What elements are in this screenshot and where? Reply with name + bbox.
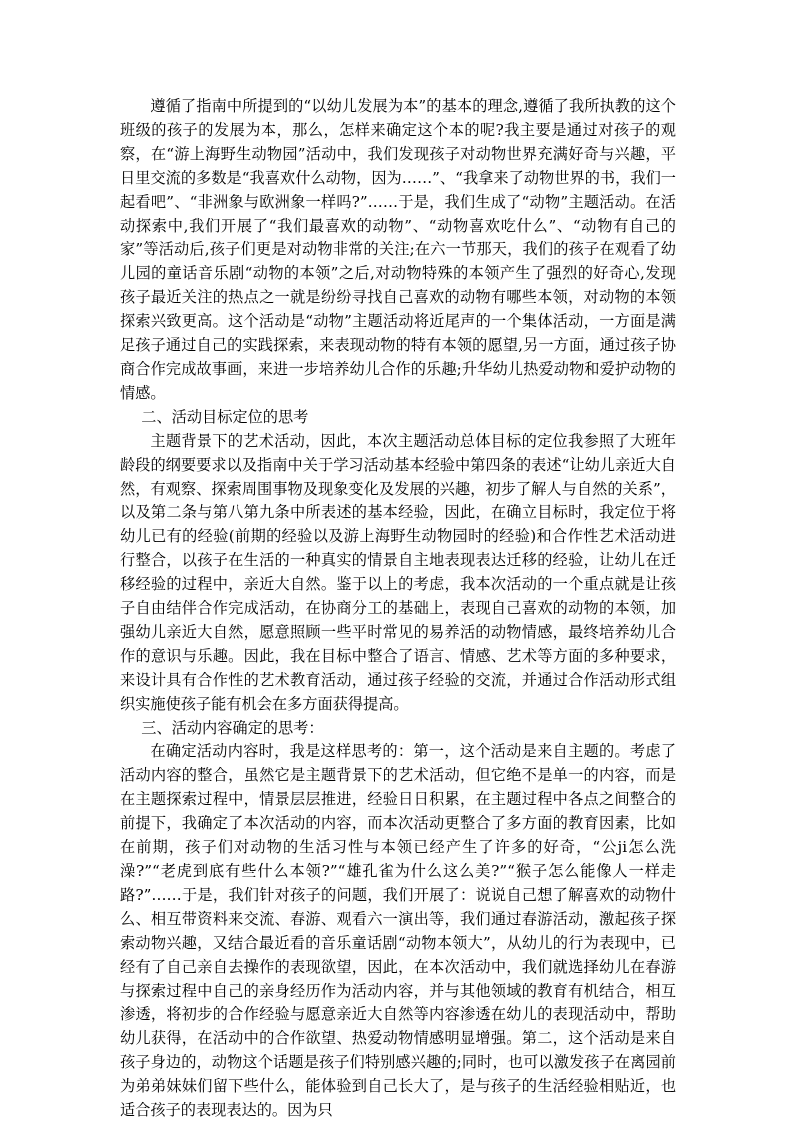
document-page	[120, 95, 676, 1123]
section-heading-goals: 二、活动目标定位的思考	[141, 407, 309, 426]
paragraph-intro: 遵循了指南中所提到的“以幼儿发展为本”的基本的理念,遵循了我所执教的这个班级的孩子的发展为本，那么，怎样来确定这个本的呢?我主要是通过对孩子的观察，在“游上海野生动物园”活动中，我们发现孩子对动物世界充满好奇与兴趣，平日里交流的多数是“我喜欢什么动物，因为……”、“我拿来了动物世界的书，我们一起看吧”、“非洲象与欧洲象一样吗?”……于是，我们生成了“动物”主题活动。在活动探索中,我们开展了“我们最喜欢的动物”、“动物喜欢吃什么”、“动物有自己的家”等活动后,孩子们更是对动物非常的关注;在六一节那天，我们的孩子在观看了幼儿园的童话音乐剧“动物的本领”之后,对动物特殊的本领产生了强烈的好奇心,发现孩子最近关注的热点之一就是纷纷寻找自己喜欢的动物有哪些本领，对动物的本领探索兴致更高。这个活动是“动物”主题活动将近尾声的一个集体活动，一方面是满足孩子通过自己的实践探索，来表现动物的特有本领的愿望,另一方面，通过孩子协商合作完成故事画，来进一步培养幼儿合作的乐趣;升华幼儿热爱动物和爱护动物的情感。	[120, 97, 676, 402]
paragraph-content: 在确定活动内容时，我是这样思考的：第一，这个活动是来自主题的。考虑了活动内容的整合，虽然它是主题背景下的艺术活动，但它绝不是单一的内容，而是在主题探索过程中，情景层层推进，经验日日积累，在主题过程中各点之间整合的前提下，我确定了本次活动的内容，而本次活动更整合了多方面的教育因素，比如在前期，孩子们对动物的生活习性与本领已经产生了许多的好奇，“公ji怎么洗澡?”“老虎到底有些什么本领?”“雄孔雀为什么这么美?”“猴子怎么能像人一样走路?”……于是，我们针对孩子的问题，我们开展了：说说自己想了解喜欢的动物什么、相互带资料来交流、春游、观看六一演出等，我们通过春游活动，激起孩子探索动物兴趣，又结合最近看的音乐童话剧“动物本领大”，从幼儿的行为表现中，已经有了自己亲自去操作的表现欲望，因此，在本次活动中，我们就选择幼儿在春游与探索过程中自己的亲身经历作为活动内容，并与其他领域的教育有机结合，相互渗透，将初步的合作经验与愿意亲近大自然等内容渗透在幼儿的表现活动中，帮助幼儿获得，在活动中的合作欲望、热爱动物情感明显增强。第二，这个活动是来自孩子身边的，动物这个话题是孩子们特别感兴趣的;同时，也可以激发孩子在离园前为弟弟妹妹们留下些什么，能体验到自己长大了，是与孩子的生活经验相贴近，也适合孩子的表现表达的。因为只	[120, 742, 676, 1120]
section-heading-content: 三、活动内容确定的思考：	[141, 718, 324, 737]
paragraph-goals: 主题背景下的艺术活动，因此，本次主题活动总体目标的定位我参照了大班年龄段的纲要要求以及指南中关于学习活动基本经验中第四条的表述“让幼儿亲近大自然，有观察、探索周围事物及现象变化及发展的兴趣，初步了解人与自然的关系”，以及第二条与第八第九条中所表述的基本经验，因此，在确立目标时，我定位于将幼儿已有的经验(前期的经验以及游上海野生动物园时的经验)和合作性艺术活动进行整合，以孩子在生活的一种真实的情景自主地表现表达迁移的经验，让幼儿在迁移经验的过程中，亲近大自然。鉴于以上的考虑，我本次活动的一个重点就是让孩子自由结伴合作完成活动，在协商分工的基础上，表现自己喜欢的动物的本领，加强幼儿亲近大自然，愿意照顾一些平时常见的易养活的动物情感，最终培养幼儿合作的意识与乐趣。因此，我在目标中整合了语言、情感、艺术等方面的多种要求，来设计具有合作性的艺术教育活动，通过孩子经验的交流，并通过合作活动形式组织实施使孩子能有机会在多方面获得提高。	[120, 431, 676, 713]
